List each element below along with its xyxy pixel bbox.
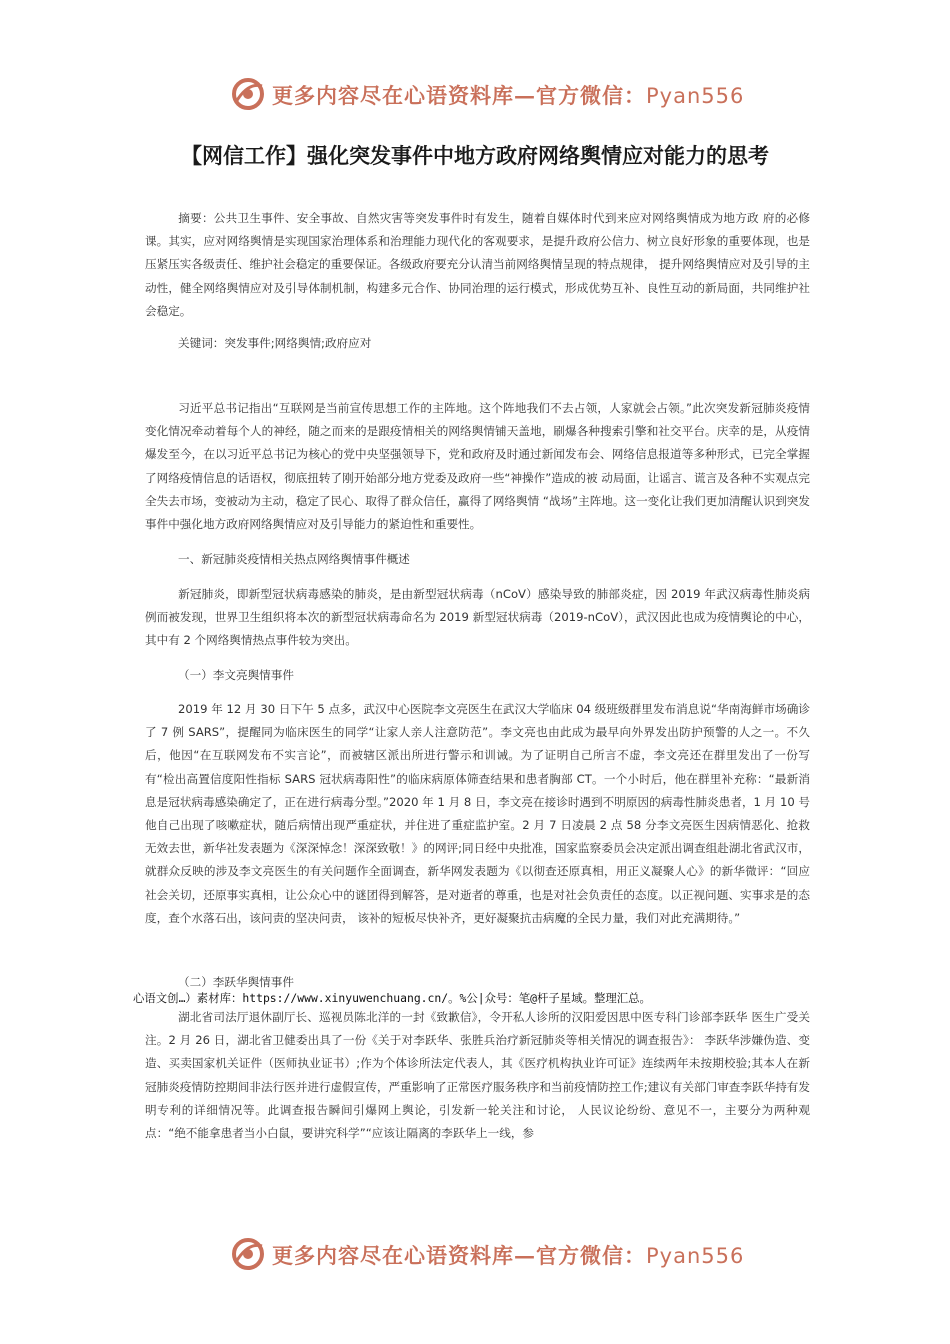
banner-text: 更多内容尽在心语资料库—官方微信：Pyan556 <box>272 83 745 108</box>
banner-text: 更多内容尽在心语资料库—官方微信：Pyan556 <box>272 1243 745 1268</box>
wechat-id: Pyan556 <box>646 84 745 108</box>
header-banner <box>0 74 950 114</box>
abstract: 摘要：公共卫生事件、安全事故、自然灾害等突发事件时有发生，随着自媒体时代到来应对网络舆情成为地方政 府的必修课。其实，应对网络舆情是实现国家治理体系和治理能力现代化的客观要求，是提升政府公信力、树立良好形象的重要体现，也是压紧压实各级责任、维护社会稳定的重要保证。各级政府要充分认清当前网络舆情呈现的特点规律， 提升网络舆情应对及引导的主动性，健全网络舆情应对及引导体制机制，构建多元合作、协同治理的运行模式，形成优势互补、良性互动的新局面，共同维护社会稳定。 <box>145 211 810 318</box>
section-heading-1: 一、新冠肺炎疫情相关热点网络舆情事件概述 <box>178 552 410 566</box>
subsection-heading-2: （二）李跃华舆情事件 <box>178 975 294 989</box>
keywords: 关键词：突发事件;网络舆情;政府应对 <box>178 336 372 350</box>
logo-icon <box>228 1234 268 1274</box>
subsection-heading-1: （一）李文亮舆情事件 <box>178 668 294 682</box>
section1-paragraph: 新冠肺炎，即新型冠状病毒感染的肺炎，是由新型冠状病毒（nCoV）感染导致的肺部炎症，因 2019 年武汉病毒性肺炎病例而被发现，世界卫生组织将本次的新型冠状病毒命名为 2019 新型冠状病毒（2019-nCoV），武汉因此也成为疫情舆论的中心，其中有 2 个网络舆情热点事件较为突出。 <box>145 587 810 648</box>
wechat-id: Pyan556 <box>646 1244 745 1268</box>
source-watermark-line: 心语文创…）素材库：https://www.xinyuwenchuang.cn/。%公|众号：笔@杆子星域。整理汇总。 <box>133 991 651 1005</box>
document-title: 【网信工作】强化突发事件中地方政府网络舆情应对能力的思考 <box>181 144 769 168</box>
sub1-paragraph: 2019 年 12 月 30 日下午 5 点多，武汉中心医院李文亮医生在武汉大学临床 04 级班级群里发布消息说“华南海鲜市场确诊了 7 例 SARS”，提醒同为临床医生的同学“让家人亲人注意防范”。李文亮也由此成为最早向外界发出防护预警的人之一。不久后，他因“在互联网发布不实言论”，而被辖区派出所进行警示和训诫。为了证明自己所言不虚，李文亮还在群里发出了一份写有“检出高置信度阳性指标 SARS 冠状病毒阳性”的临床病原体筛查结果和患者胸部 CT。一个小时后，他在群里补充称：“最新消息是冠状病毒感染确定了，正在进行病毒分型。”2020 年 1 月 8 日，李文亮在接诊时遇到不明原因的病毒性肺炎患者，1 月 10 号他自己出现了咳嗽症状，随后病情出现严重症状，并住进了重症监护室。2 月 7 日凌晨 2 点 58 分李文亮医生因病情恶化、抢救无效去世，新华社发表题为《深深悼念！深深致敬！》的网评;同日经中央批准，国家监察委员会决定派出调查组赴湖北省武汉市，就群众反映的涉及李文亮医生的有关问题作全面调查，新华网发表题为《以彻查还原真相，用正义凝聚人心》的新华微评：“回应社会关切，还原事实真相，让公众心中的谜团得到解答，是对逝者的尊重，也是对社会负责任的态度。以正视问题、实事求是的态度，查个水落石出，该问责的坚决问责， 该补的短板尽快补齐，更好凝聚抗击病魔的全民力量，我们对此充满期待。” <box>145 702 810 925</box>
footer-banner <box>0 1234 950 1274</box>
sub2-paragraph: 湖北省司法厅退休副厅长、巡视员陈北洋的一封《致歉信》，令开私人诊所的汉阳爱因思中医专科门诊部李跃华 医生广受关注。2 月 26 日，湖北省卫健委出具了一份《关于对李跃华、张胜兵治疗新冠肺炎等相关情况的调查报告》： 李跃华涉嫌伪造、变造、买卖国家机关证件（医师执业证书）;作为个体诊所法定代表人，其《医疗机构执业许可证》连续两年未按期校验;其本人在新冠肺炎疫情防控期间非法行医并进行虚假宣传，严重影响了正常医疗服务秩序和当前疫情防控工作;建议有关部门审查李跃华持有发明专利的详细情况等。此调查报告瞬间引爆网上舆论，引发新一轮关注和讨论， 人民议论纷纷、意见不一，主要分为两种观点：“绝不能拿患者当小白鼠，要讲究科学”“应该让隔离的李跃华上一线，参 <box>145 1010 810 1141</box>
logo-icon <box>228 74 268 114</box>
intro-paragraph: 习近平总书记指出“互联网是当前宣传思想工作的主阵地。这个阵地我们不去占领，人家就会占领。”此次突发新冠肺炎疫情变化情况牵动着每个人的神经，随之而来的是跟疫情相关的网络舆情铺天盖地，刷爆各种搜索引擎和社交平台。庆幸的是，从疫情爆发至今，在以习近平总书记为核心的党中央坚强领导下，党和政府及时通过新闻发布会、网络信息报道等多种形式，已完全掌握了网络疫情信息的话语权，彻底扭转了刚开始部分地方党委及政府一些“神操作”造成的被 动局面，让谣言、谎言及各种不实观点完全失去市场，变被动为主动，稳定了民心、取得了群众信任，赢得了网络舆情 “战场”主阵地。这一变化让我们更加清醒认识到突发事件中强化地方政府网络舆情应对及引导能力的紧迫性和重要性。 <box>145 401 810 532</box>
